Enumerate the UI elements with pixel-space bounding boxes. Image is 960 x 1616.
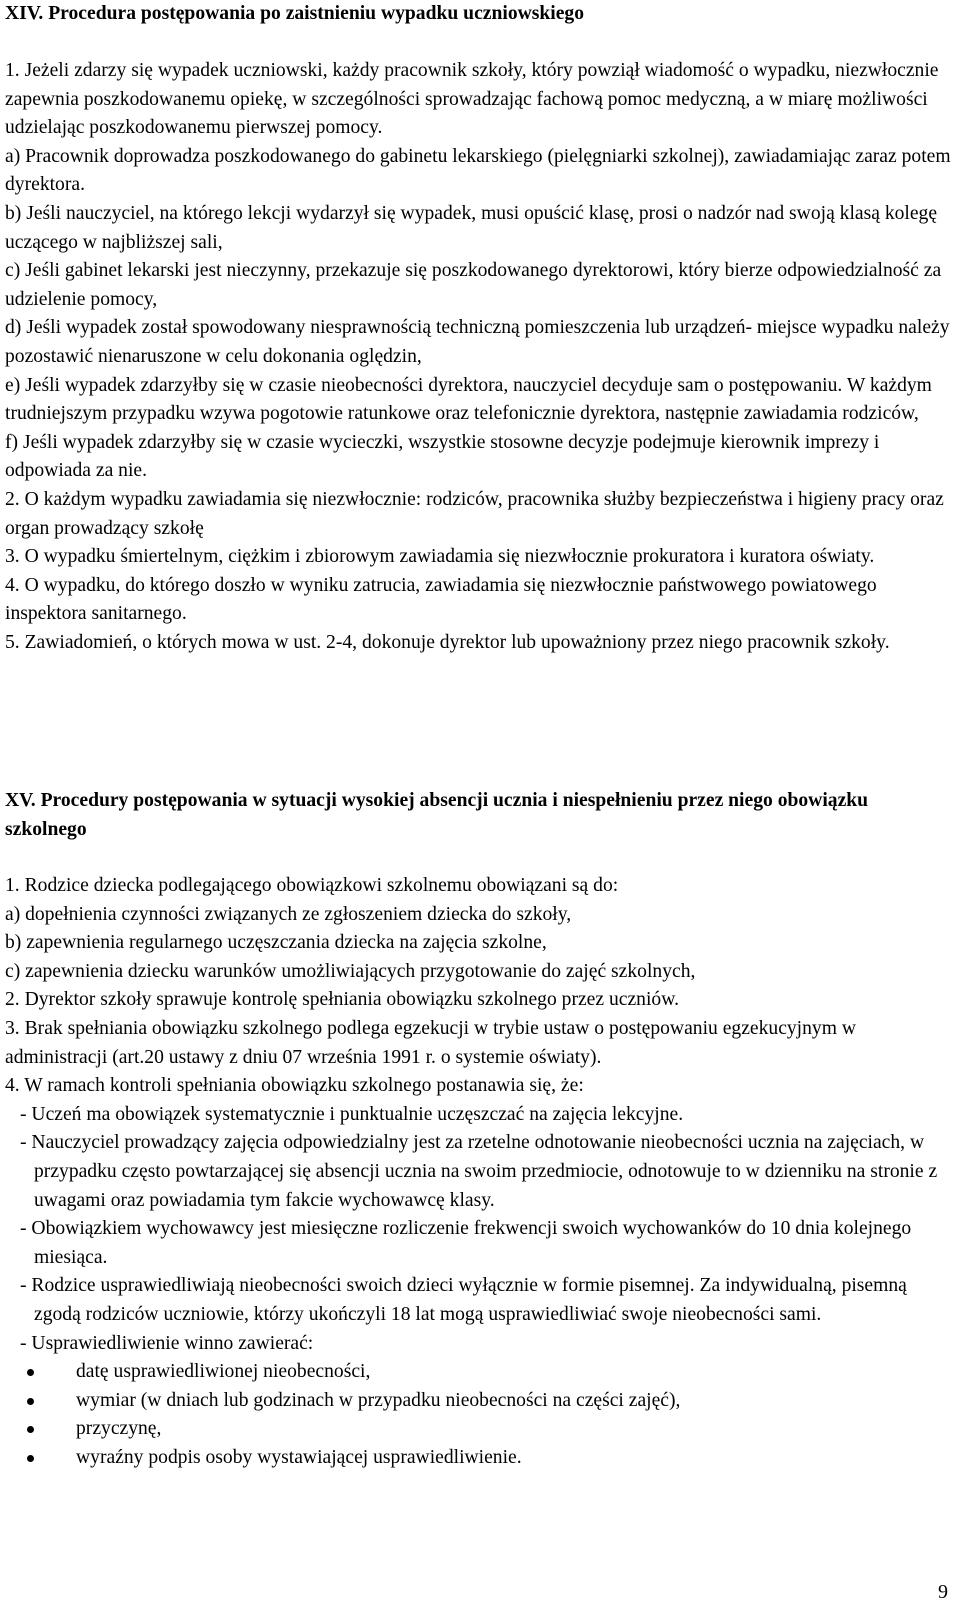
section-xv-heading: XV. Procedury postępowania w sytuacji wysokiej absencji ucznia i niespełnieniu przez niego obowiązku szkolnego [5, 790, 869, 840]
xv-paragraph-1b: b) zapewnienia regularnego uczęszczania dziecka na zajęcia szkolne, [5, 932, 547, 954]
bullet-icon [27, 1455, 34, 1462]
page-number: 9 [938, 1581, 948, 1603]
list-item-text: przyczynę, [76, 1418, 162, 1440]
dash-item-tutor: - Obowiązkiem wychowawcy jest miesięczne rozliczenie frekwencji swoich wychowanków do 10 dnia kolejnego miesiąca. [20, 1218, 912, 1268]
dash-item-attendance: - Uczeń ma obowiązek systematycznie i punktualnie uczęszczać na zajęcia lekcyjne. [20, 1103, 684, 1125]
dash-item-parents: - Rodzice usprawiedliwiają nieobecności swoich dzieci wyłącznie w formie pisemnej. Za indywidualną, pisemną zgodą rodziców uczniowie, którzy ukończyli 18 lat mogą usprawiedliwiać swoje nieobecności sami. [20, 1275, 907, 1325]
paragraph-1f: f) Jeśli wypadek zdarzyłby się w czasie wycieczki, wszystkie stosowne decyzje podejmuje kierownik imprezy i odpowiada za nie. [5, 431, 880, 482]
xv-paragraph-3: 3. Brak spełniania obowiązku szkolnego podlega egzekucji w trybie ustaw o postępowaniu egzekucyjnym w administracji (art.20 ustawy z dniu 07 września 1991 r. o systemie oświaty). [5, 1017, 857, 1068]
list-item [76, 1387, 955, 1416]
paragraph-3: 3. O wypadku śmiertelnym, ciężkim i zbiorowym zawiadamia się niezwłocznie prokuratora i kuratora oświaty. [5, 546, 875, 568]
paragraph-4: 4. O wypadku, do którego doszło w wyniku zatrucia, zawiadamia się niezwłocznie państwowego powiatowego inspektora sanitarnego. [5, 574, 877, 625]
paragraph-1: 1. Jeżeli zdarzy się wypadek uczniowski, każdy pracownik szkoły, który powziął wiadomość o wypadku, niezwłocznie zapewnia poszkodowanemu opiekę, w szczególności sprowadzając fachową pomoc medyczną, a w miarę możliwości udzielając poszkodowanemu pierwszej pomocy. [5, 60, 939, 139]
paragraph-1b: b) Jeśli nauczyciel, na którego lekcji wydarzył się wypadek, musi opuścić klasę, prosi o nadzór nad swoją klasą kolegę uczącego w najbliższej sali, [5, 202, 938, 253]
bullet-icon [27, 1369, 34, 1376]
section-xv-body [5, 872, 955, 1472]
list-item [76, 1444, 955, 1473]
xv-paragraph-2: 2. Dyrektor szkoły sprawuje kontrolę spełniania obowiązku szkolnego przez uczniów. [5, 989, 679, 1011]
xv-paragraph-4: 4. W ramach kontroli spełniania obowiązku szkolnego postanawia się, że: [5, 1075, 584, 1097]
list-item [76, 1358, 955, 1387]
xv-paragraph-1c: c) zapewnienia dziecku warunków umożliwiających przygotowanie do zajęć szkolnych, [5, 960, 696, 982]
excuse-requirements-list [5, 1358, 955, 1472]
paragraph-1c: c) Jeśli gabinet lekarski jest nieczynny, przekazuje się poszkodowanego dyrektorowi, który bierze odpowiedzialność za udzielenie pomocy, [5, 260, 942, 310]
bullet-icon [27, 1426, 34, 1433]
dash-item-excuse: - Usprawiedliwienie winno zawierać: [20, 1332, 314, 1354]
paragraph-5: 5. Zawiadomień, o których mowa w ust. 2-4, dokonuje dyrektor lub upoważniony przez niego pracownik szkoły. [5, 631, 890, 653]
section-xiv-body [5, 57, 955, 657]
paragraph-2: 2. O każdym wypadku zawiadamia się niezwłocznie: rodziców, pracownika służby bezpieczeństwa i higieny pracy oraz organ prowadzący szkołę [5, 488, 944, 539]
paragraph-1e: e) Jeśli wypadek zdarzyłby się w czasie nieobecności dyrektora, nauczyciel decyduje sam o postępowaniu. W każdym trudniejszym przypadku wzywa pogotowie ratunkowe oraz telefonicznie dyrektora, następnie zawiadamia rodziców, [5, 374, 932, 425]
list-item-text: datę usprawiedliwionej nieobecności, [76, 1361, 371, 1383]
list-item-text: wyraźny podpis osoby wystawiającej usprawiedliwienie. [76, 1446, 522, 1468]
list-item-text: wymiar (w dniach lub godzinach w przypadku nieobecności na części zajęć), [76, 1389, 681, 1411]
list-item [76, 1415, 955, 1444]
paragraph-1d: d) Jeśli wypadek został spowodowany niesprawnością techniczną pomieszczenia lub urządzeń- miejsce wypadku należy pozostawić nienaruszone w celu dokonania oględzin, [5, 317, 950, 367]
bullet-icon [27, 1398, 34, 1405]
dash-item-teacher: - Nauczyciel prowadzący zajęcia odpowiedzialny jest za rzetelne odnotowanie nieobecności ucznia na zajęciach, w przypadku często powtarzającej się absencji ucznia na swoim przedmiocie, odnotowuje to w dzienniku na stronie z uwagami oraz powiadamia tym fakcie wychowawcę klasy. [20, 1132, 938, 1211]
section-xiv-heading: XIV. Procedura postępowania po zaistnieniu wypadku uczniowskiego [5, 3, 585, 24]
paragraph-1a: a) Pracownik doprowadza poszkodowanego do gabinetu lekarskiego (pielęgniarki szkolnej), zawiadamiając zaraz potem dyrektora. [5, 145, 951, 196]
xv-paragraph-1a: a) dopełnienia czynności związanych ze zgłoszeniem dziecka do szkoły, [5, 903, 572, 925]
xv-paragraph-1: 1. Rodzice dziecka podlegającego obowiązkowi szkolnemu obowiązani są do: [5, 875, 619, 896]
